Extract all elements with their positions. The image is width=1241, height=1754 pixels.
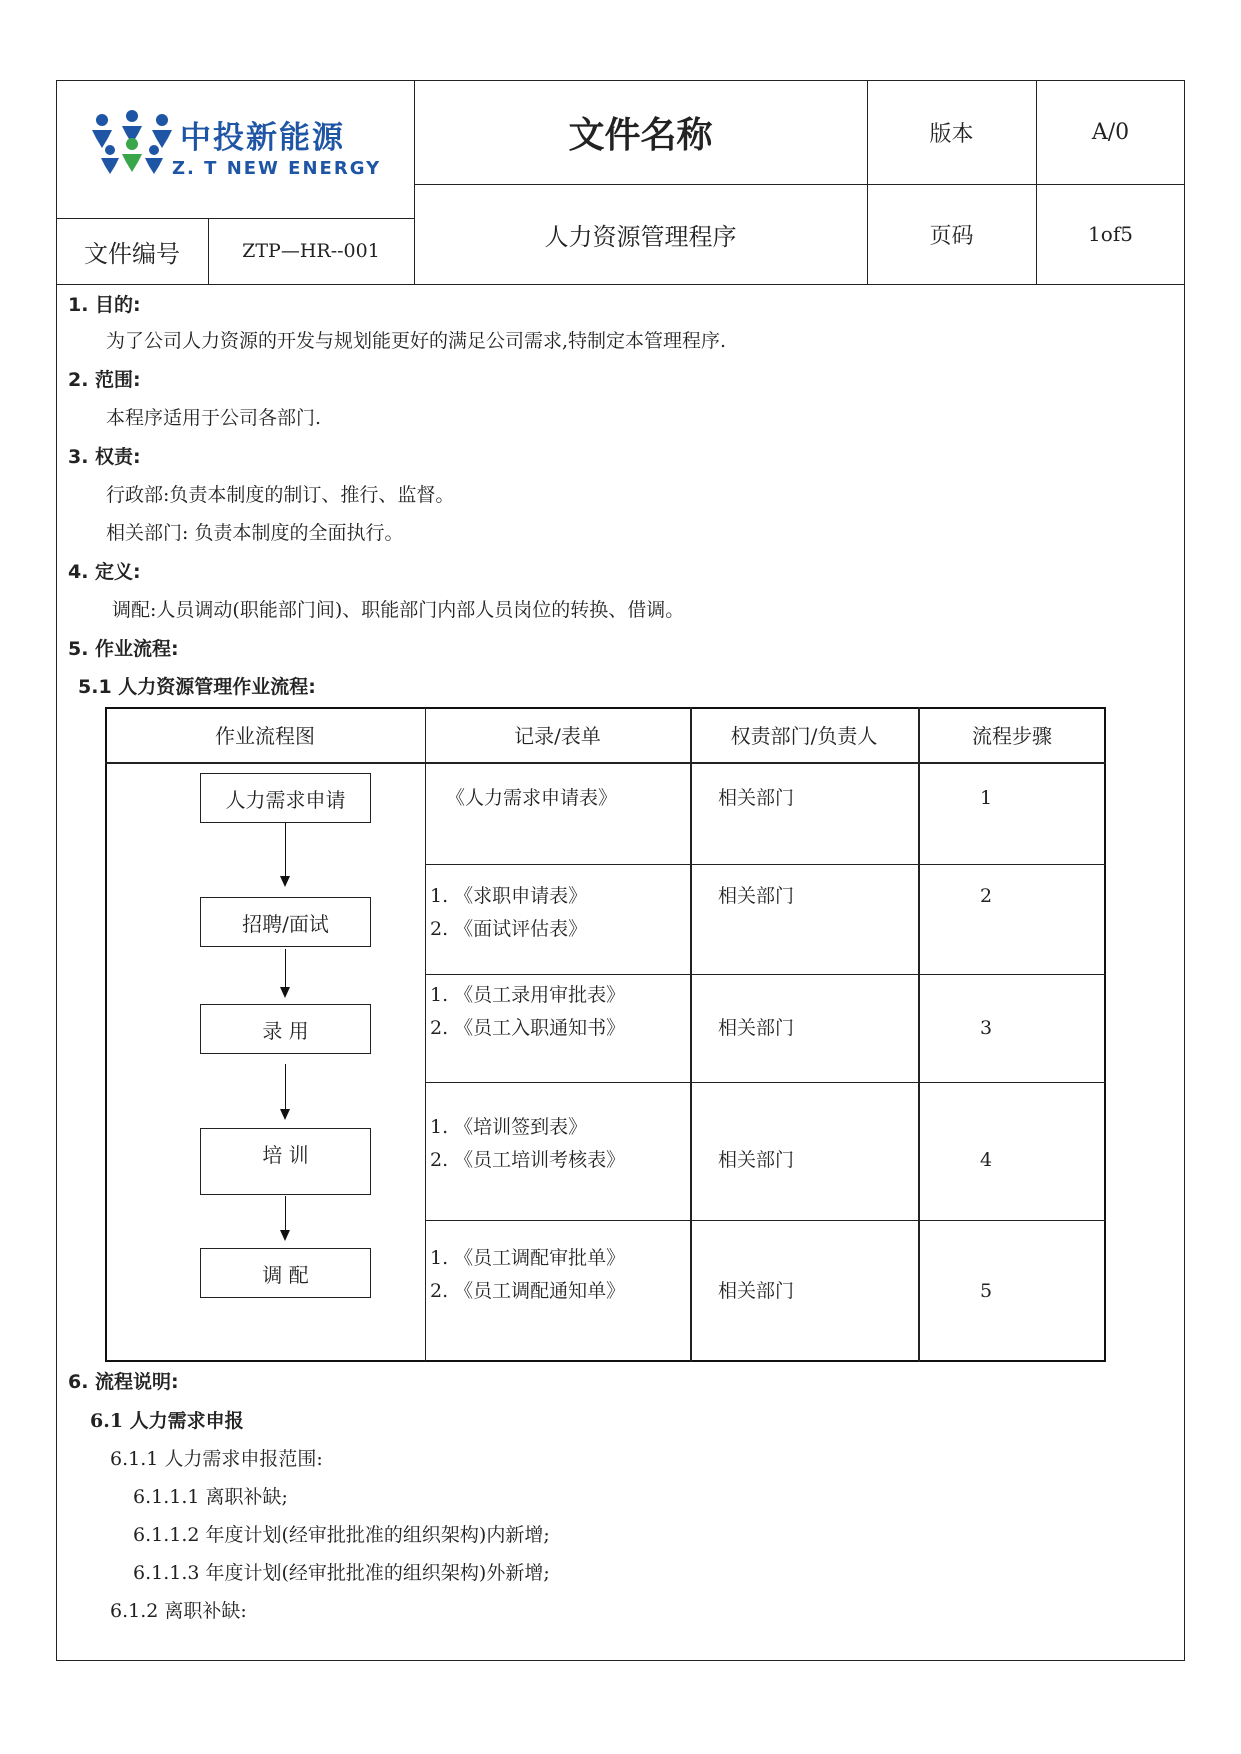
forms-row-5-item-1: 1. 《员工调配审批单》 bbox=[430, 1247, 626, 1269]
forms-row-4-item-2: 2. 《员工培训考核表》 bbox=[430, 1149, 626, 1171]
section-5-1-title: 5.1 人力资源管理作业流程: bbox=[78, 676, 316, 698]
flow-row-line-3 bbox=[425, 1082, 1106, 1083]
flow-box-3: 录 用 bbox=[200, 1004, 371, 1054]
flow-col-line-2 bbox=[690, 707, 692, 1362]
header-bottom-line bbox=[56, 284, 1185, 285]
company-logo-icon bbox=[88, 108, 178, 178]
section-6-1-2: 6.1.2 离职补缺: bbox=[110, 1600, 247, 1622]
step-num-5: 5 bbox=[980, 1280, 993, 1302]
version-value: A/0 bbox=[1091, 119, 1130, 145]
flow-box-1: 人力需求申请 bbox=[200, 773, 371, 823]
section-1-text: 为了公司人力资源的开发与规划能更好的满足公司需求,特制定本管理程序. bbox=[106, 330, 727, 352]
step-num-3: 3 bbox=[980, 1017, 993, 1039]
section-6-1-title: 6.1 人力需求申报 bbox=[90, 1410, 244, 1432]
step-num-1: 1 bbox=[980, 787, 993, 809]
flow-arrow-4 bbox=[285, 1196, 286, 1239]
section-3-title: 3. 权责: bbox=[68, 446, 141, 468]
flow-box-4: 培 训 bbox=[200, 1128, 371, 1195]
forms-row-1-item-1: 《人力需求申请表》 bbox=[446, 787, 618, 809]
flow-box-2: 招聘/面试 bbox=[200, 897, 371, 947]
step-num-2: 2 bbox=[980, 885, 993, 907]
page-label: 页码 bbox=[929, 223, 974, 249]
doc-title: 人力资源管理程序 bbox=[544, 222, 737, 251]
flow-arrow-3 bbox=[285, 1064, 286, 1118]
forms-row-3-item-2: 2. 《员工入职通知书》 bbox=[430, 1017, 626, 1039]
flow-col-line-1 bbox=[425, 707, 426, 1362]
section-6-1-1-2: 6.1.1.2 年度计划(经审批批准的组织架构)内新增; bbox=[133, 1524, 550, 1546]
doc-no-value: ZTP—HR--001 bbox=[242, 240, 380, 262]
step-num-4: 4 bbox=[980, 1149, 993, 1171]
version-label: 版本 bbox=[929, 121, 974, 147]
dept-row-4: 相关部门 bbox=[718, 1149, 795, 1171]
section-3-line-2: 相关部门: 负责本制度的全面执行。 bbox=[106, 522, 404, 544]
section-1-title: 1. 目的: bbox=[68, 294, 141, 316]
flow-row-line-4 bbox=[425, 1220, 1106, 1221]
forms-row-2-item-2: 2. 《面试评估表》 bbox=[430, 918, 588, 940]
doc-name-label: 文件名称 bbox=[568, 114, 713, 156]
section-4-title: 4. 定义: bbox=[68, 561, 141, 583]
header-flowchart: 作业流程图 bbox=[215, 724, 315, 748]
dept-row-2: 相关部门 bbox=[718, 885, 795, 907]
flow-row-line-1 bbox=[425, 864, 1106, 865]
doc-no-label: 文件编号 bbox=[84, 239, 180, 268]
flow-arrow-2 bbox=[285, 949, 286, 996]
section-4-text: 调配:人员调动(职能部门间)、职能部门内部人员岗位的转换、借调。 bbox=[112, 599, 685, 621]
forms-row-5-item-2: 2. 《员工调配通知单》 bbox=[430, 1280, 626, 1302]
forms-row-2-item-1: 1. 《求职申请表》 bbox=[430, 885, 588, 907]
section-6-1-1: 6.1.1 人力需求申报范围: bbox=[110, 1448, 323, 1470]
section-5-title: 5. 作业流程: bbox=[68, 638, 179, 660]
page-value: 1of5 bbox=[1088, 222, 1133, 246]
flow-row-line-2 bbox=[425, 974, 1106, 975]
header-step: 流程步骤 bbox=[972, 724, 1052, 748]
logo-english-text: Z. T NEW ENERGY bbox=[172, 158, 382, 179]
dept-row-3: 相关部门 bbox=[718, 1017, 795, 1039]
section-2-text: 本程序适用于公司各部门. bbox=[106, 407, 322, 429]
section-3-line-1: 行政部:负责本制度的制订、推行、监督。 bbox=[106, 484, 455, 506]
forms-row-4-item-1: 1. 《培训签到表》 bbox=[430, 1116, 588, 1138]
flow-arrow-1 bbox=[285, 823, 286, 885]
forms-row-3-item-1: 1. 《员工录用审批表》 bbox=[430, 984, 626, 1006]
header-forms: 记录/表单 bbox=[514, 724, 601, 748]
dept-row-5: 相关部门 bbox=[718, 1280, 795, 1302]
section-2-title: 2. 范围: bbox=[68, 369, 141, 391]
section-6-1-1-1: 6.1.1.1 离职补缺; bbox=[133, 1486, 288, 1508]
dept-row-1: 相关部门 bbox=[718, 787, 795, 809]
flow-table-header-line bbox=[105, 762, 1106, 764]
section-6-1-1-3: 6.1.1.3 年度计划(经审批批准的组织架构)外新增; bbox=[133, 1562, 550, 1584]
flow-box-5: 调 配 bbox=[200, 1248, 371, 1298]
logo-chinese-text: 中投新能源 bbox=[180, 120, 345, 156]
header-responsible: 权责部门/负责人 bbox=[730, 724, 878, 748]
flow-col-line-3 bbox=[918, 707, 920, 1362]
section-6-title: 6. 流程说明: bbox=[68, 1371, 179, 1393]
